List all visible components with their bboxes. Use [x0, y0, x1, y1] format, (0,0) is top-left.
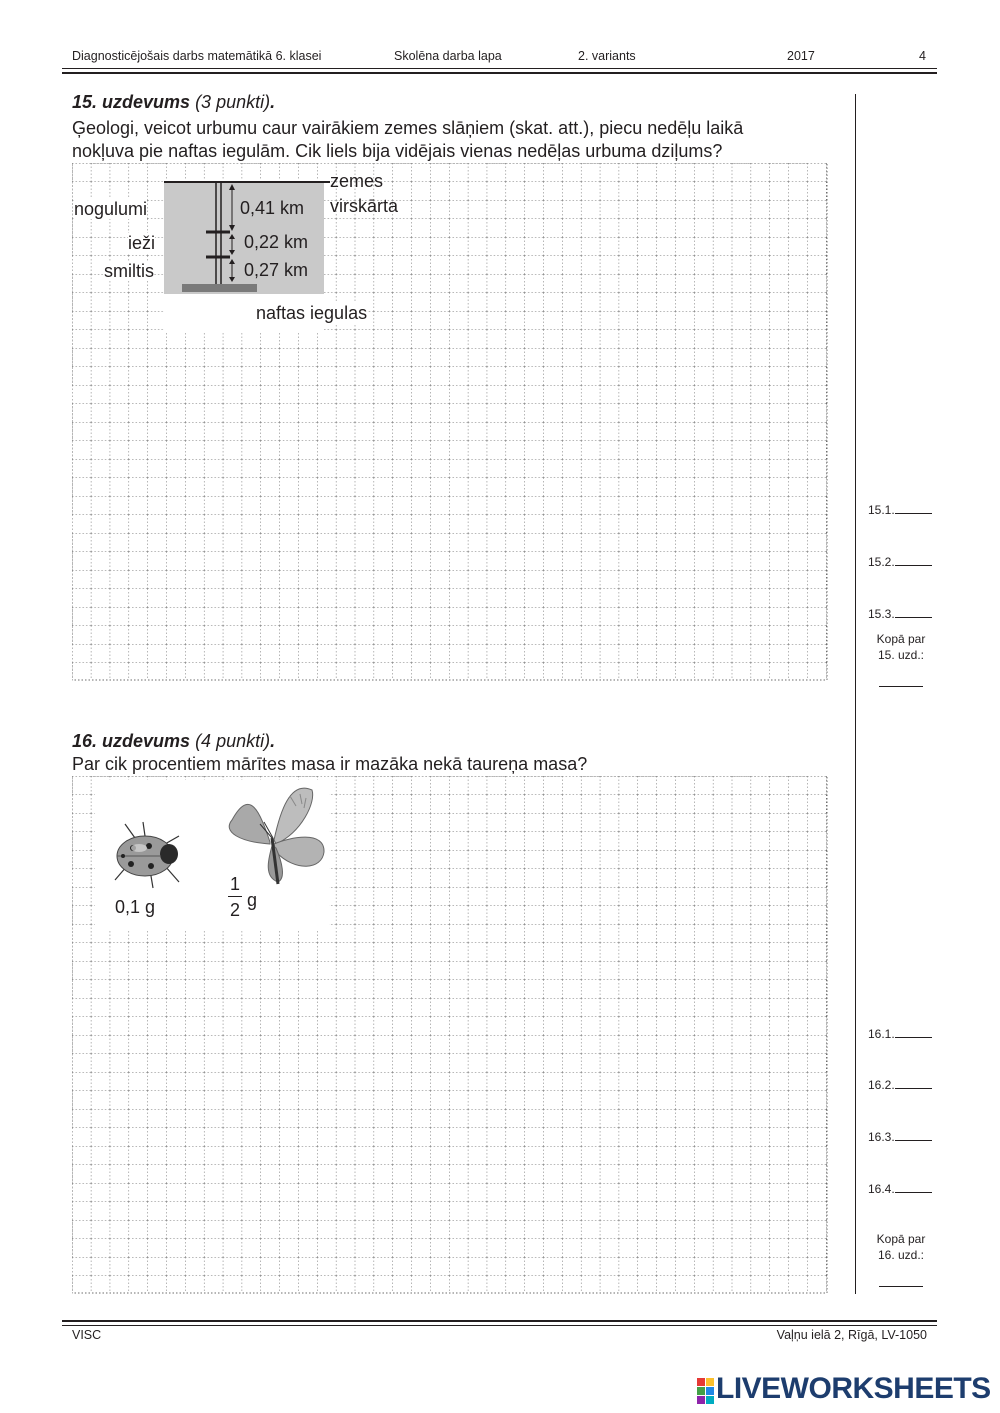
liveworksheets-watermark: LIVEWORKSHEETS	[716, 1372, 991, 1405]
task15-number: 15. uzdevums	[72, 92, 191, 112]
header-rule-bottom	[62, 72, 937, 74]
liveworksheets-logo-icon	[697, 1378, 715, 1408]
task15-title: 15. uzdevums (3 punkti).	[72, 92, 276, 112]
header-title: Diagnosticējošais darbs matemātikā 6. klasei	[72, 49, 322, 63]
depth-041: 0,41 km	[240, 198, 305, 218]
footer-right: Vaļņu ielā 2, Rīgā, LV-1050	[776, 1328, 927, 1342]
task15-points: (3 punkti)	[195, 92, 271, 112]
header-sheet: Skolēna darba lapa	[394, 49, 502, 63]
butterfly-fraction	[228, 874, 242, 920]
task15-text: Ģeologi, veicot urbumu caur vairākiem zemes slāņiem (skat. att.), piecu nedēļu laikā nokļuva pie naftas iegulām. Cik liels bija vidējais vienas nedēļas urbuma dziļums?	[72, 118, 744, 161]
depth-027: 0,27 km	[244, 260, 309, 280]
score-16-1[interactable]: 16.1.	[868, 1027, 932, 1041]
header-variant: 2. variants	[578, 49, 636, 63]
margin-divider	[855, 94, 856, 1294]
depth-022: 0,22 km	[244, 232, 309, 252]
total-16-blank[interactable]	[879, 1286, 923, 1287]
task16-points: (4 punkti)	[195, 731, 271, 751]
ladybug-mass: 0,1 g	[115, 897, 156, 917]
label-iezi: ieži	[128, 233, 156, 253]
fraction-denominator: 2	[229, 900, 240, 920]
footer-rule-top	[62, 1320, 937, 1322]
header-rule-top	[62, 68, 937, 69]
task16-number: 16. uzdevums	[72, 731, 191, 751]
label-naftas-iegulas: naftas iegulas	[256, 303, 368, 323]
label-virskarta: virskārta	[330, 196, 399, 216]
score-15-2[interactable]: 15.2.	[868, 555, 932, 569]
score-15-1[interactable]: 15.1.	[868, 503, 932, 517]
total-15-blank[interactable]	[879, 686, 923, 687]
footer-rule-bottom	[62, 1325, 937, 1326]
total-16: Kopā par 16. uzd.:	[876, 1232, 926, 1262]
score-16-4[interactable]: 16.4.	[868, 1182, 932, 1196]
score-15-3[interactable]: 15.3.	[868, 607, 932, 621]
ladybug-image	[105, 818, 185, 893]
header-year: 2017	[787, 49, 815, 63]
fraction-bar	[228, 896, 242, 897]
header-page: 4	[919, 49, 926, 63]
label-nogulumi: nogulumi	[74, 199, 148, 219]
footer-left: VISC	[72, 1328, 102, 1342]
label-zemes: zemes	[330, 171, 384, 191]
task16-title: 16. uzdevums (4 punkti).	[72, 731, 276, 751]
score-16-2[interactable]: 16.2.	[868, 1078, 932, 1092]
score-16-3[interactable]: 16.3.	[868, 1130, 932, 1144]
fraction-numerator: 1	[229, 874, 240, 894]
total-15: Kopā par 15. uzd.:	[876, 632, 926, 662]
label-smiltis: smiltis	[104, 261, 154, 281]
butterfly-unit: g	[247, 890, 258, 910]
surface-pointer	[322, 181, 330, 183]
task16-text: Par cik procentiem mārītes masa ir mazāka nekā taureņa masa?	[72, 754, 588, 774]
